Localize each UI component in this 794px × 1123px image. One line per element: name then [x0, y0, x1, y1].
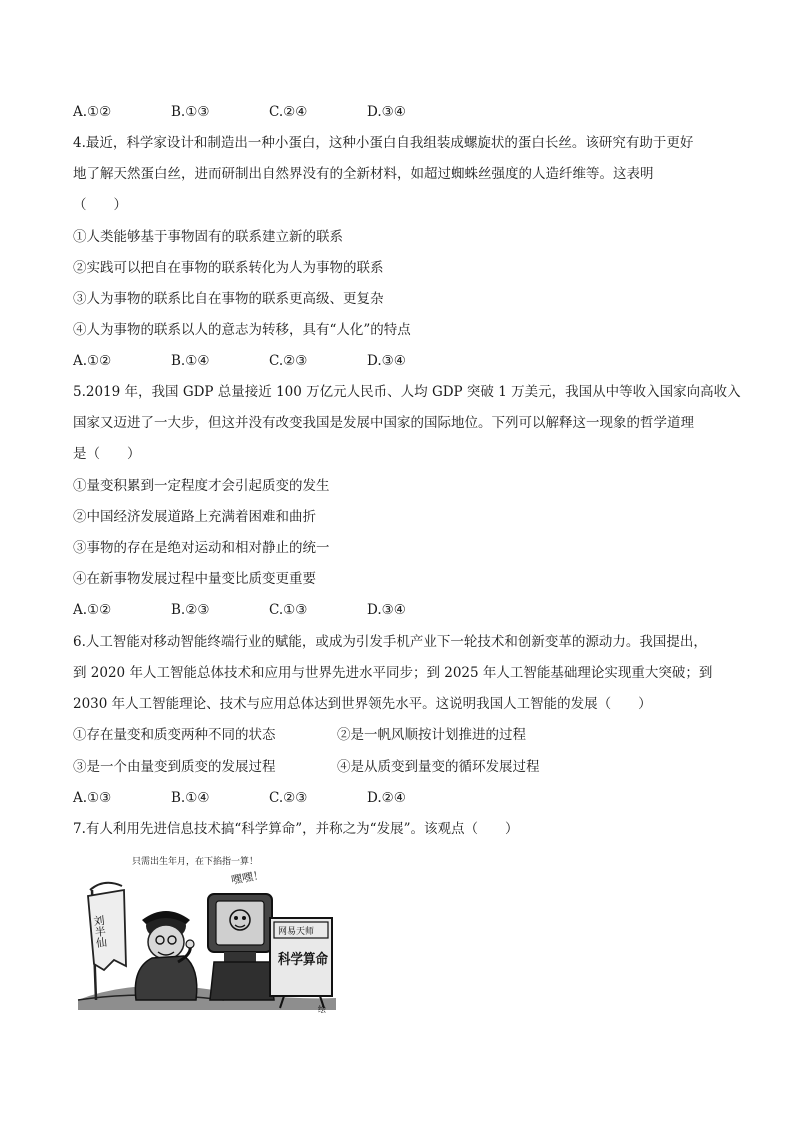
banner-text: 刘半仙: [91, 914, 108, 949]
option-b: B.①④: [171, 790, 210, 806]
option-c: C.②③: [269, 353, 308, 369]
option-a: A.①②: [73, 602, 112, 618]
option-b: B.①④: [171, 353, 210, 369]
q6-stem-line: 到 2020 年人工智能总体技术和应用与世界先进水平同步；到 2025 年人工智能基础理论实现重大突破；到: [73, 665, 713, 681]
q5-stem-line: 是（ ）: [73, 446, 141, 462]
q6-options: [73, 788, 465, 808]
fortune-teller-figure: [135, 911, 196, 1000]
option-d: D.②④: [367, 790, 406, 806]
q6-statement-row: [73, 725, 526, 745]
q6-statement: ③是一个由量变到质变的发展过程: [73, 759, 276, 775]
artist-signature: 绘: [318, 1005, 326, 1014]
q4-statement: ①人类能够基于事物固有的联系建立新的联系: [73, 229, 343, 245]
q4-stem-line: 4.最近，科学家设计和制造出一种小蛋白，这种小蛋白自我组装成螺旋状的蛋白长丝。该研究有助于更好: [73, 135, 694, 151]
speech-text: 只需出生年月，在下掐指一算！: [132, 857, 259, 867]
option-a: A.①②: [73, 353, 112, 369]
computer-monitor: [208, 894, 274, 1000]
q5-statement: ④在新事物发展过程中量变比质变更重要: [73, 571, 316, 587]
q6-statement: ①存在量变和质变两种不同的状态: [73, 727, 276, 743]
option-b: B.②③: [171, 602, 210, 618]
q5-stem-line: 国家又迈进了一大步，但这并没有改变我国是发展中国家的国际地位。下列可以解释这一现象的哲学道理: [73, 415, 694, 431]
sign-board: [270, 918, 332, 1008]
q6-statement-row: [73, 757, 540, 777]
q4-statement: ②实践可以把自在事物的联系转化为人为事物的联系: [73, 260, 384, 276]
option-d: D.③④: [367, 353, 406, 369]
sign-top-text: 网易天师: [278, 927, 315, 937]
q5-stem-line: 5.2019 年，我国 GDP 总量接近 100 万亿元人民币、人均 GDP 突破 1 万美元，我国从中等收入国家向高收入: [73, 384, 741, 400]
option-a: A.①③: [73, 790, 112, 806]
exclaim-text: 嘿嘿！: [230, 868, 266, 887]
option-c: C.②③: [269, 790, 308, 806]
q6-statement: ②是一帆风顺按计划推进的过程: [337, 727, 526, 743]
q4-statement: ③人为事物的联系比自在事物的联系更高级、更复杂: [73, 291, 384, 307]
option-a: A.①②: [73, 104, 112, 120]
q6-statement: ④是从质变到量变的循环发展过程: [337, 759, 540, 775]
option-c: C.②④: [269, 104, 308, 120]
sign-main-text: 科学算命: [278, 952, 334, 968]
q4-options: [73, 351, 465, 371]
q4-stem-line: 地了解天然蛋白丝，进而研制出自然界没有的全新材料，如超过蜘蛛丝强度的人造纤维等。这表明: [73, 166, 654, 182]
q4-statement: ④人为事物的联系以人的意志为转移，具有“人化”的特点: [73, 322, 411, 338]
q6-stem-line: 2030 年人工智能理论、技术与应用总体达到世界领先水平。这说明我国人工智能的发展（ ）: [73, 696, 652, 712]
q5-statement: ②中国经济发展道路上充满着困难和曲折: [73, 509, 316, 525]
q7-stem: 7.有人利用先进信息技术搞“科学算命”，并称之为“发展”。该观点（ ）: [73, 821, 519, 837]
option-d: D.③④: [367, 104, 406, 120]
q5-statement: ①量变积累到一定程度才会引起质变的发生: [73, 478, 330, 494]
q6-stem-line: 6.人工智能对移动智能终端行业的赋能，或成为引发手机产业下一轮技术和创新变革的源动力。我国提出，: [73, 634, 707, 650]
q4-stem-line: （ ）: [73, 197, 127, 213]
option-c: C.①③: [269, 602, 308, 618]
q5-statement: ③事物的存在是绝对运动和相对静止的统一: [73, 540, 330, 556]
fortune-telling-cartoon: [74, 850, 346, 1016]
option-d: D.③④: [367, 602, 406, 618]
option-b: B.①③: [171, 104, 210, 120]
q3-options: [73, 102, 465, 122]
q5-options: [73, 600, 465, 620]
